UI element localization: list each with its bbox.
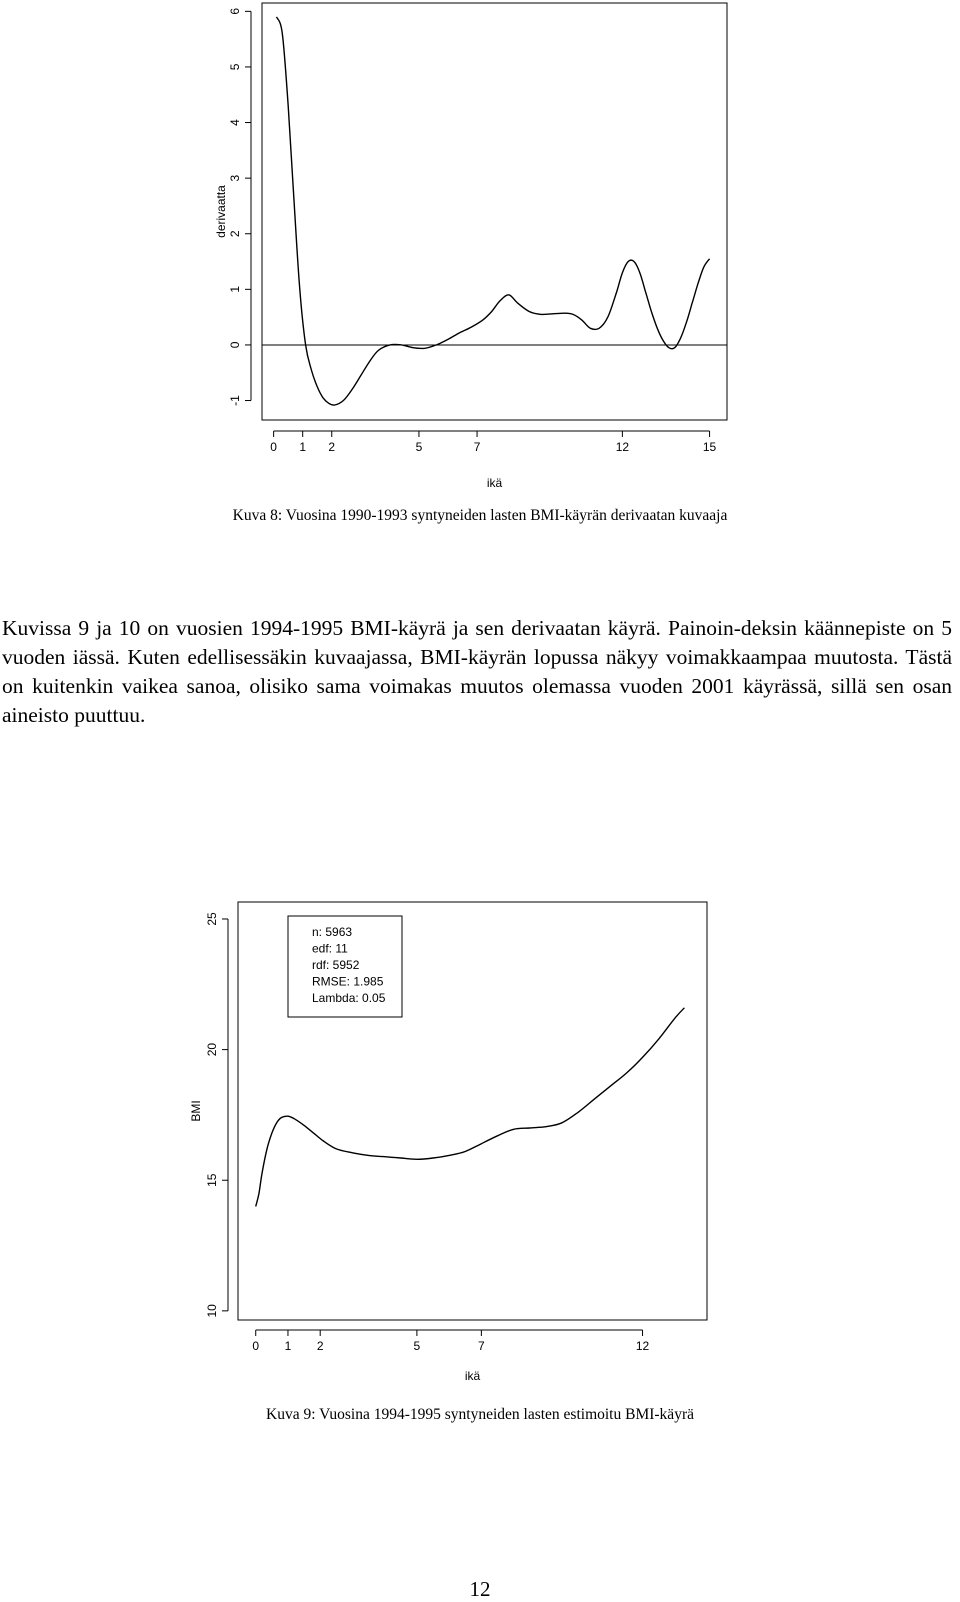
y-tick-label: 25 bbox=[205, 912, 219, 926]
x-tick-label: 12 bbox=[635, 1339, 650, 1353]
figure-9-caption: Kuva 9: Vuosina 1994-1995 syntyneiden lasten estimoitu BMI-käyrä bbox=[266, 1406, 694, 1423]
x-tick-label: 2 bbox=[316, 1339, 324, 1353]
x-tick-label: 12 bbox=[615, 440, 630, 454]
y-tick-label: 3 bbox=[228, 174, 242, 182]
y-tick-label: 2 bbox=[228, 230, 242, 238]
page-number: 12 bbox=[469, 1577, 491, 1601]
x-tick-label: 15 bbox=[702, 440, 717, 454]
y-tick-label: 4 bbox=[228, 119, 242, 126]
y-tick-label: 5 bbox=[228, 63, 242, 71]
y-axis-label: derivaatta bbox=[214, 185, 228, 238]
x-axis-label: ikä bbox=[464, 1369, 481, 1383]
x-tick-label: 0 bbox=[252, 1339, 260, 1353]
y-tick-label: 15 bbox=[205, 1173, 219, 1187]
x-tick-label: 5 bbox=[413, 1339, 421, 1353]
y-tick-label: 1 bbox=[228, 285, 242, 293]
x-tick-label: 2 bbox=[328, 440, 336, 454]
y-tick-label: 20 bbox=[205, 1042, 219, 1057]
y-tick-label: 0 bbox=[228, 341, 242, 349]
x-tick-label: 0 bbox=[270, 440, 277, 454]
stats-box-line: edf: 11 bbox=[312, 941, 348, 956]
x-tick-label: 7 bbox=[473, 440, 481, 454]
y-tick-label: 6 bbox=[228, 7, 242, 15]
body-paragraph: Kuvissa 9 ja 10 on vuosien 1994-1995 BMI-käyrä ja sen derivaatan käyrä. Painoin-deksin käännepiste on 5 vuoden iässä. Kuten edellisessäkin kuvaajassa, BMI-käyrän lopussa näkyy voimakkaampaa muutosta. Tästä on kuitenkin vaikea sanoa, olisiko sama voimakas muutos olemassa vuoden 2001 käyrässä, sillä sen osan aineisto puuttuu. bbox=[2, 616, 952, 727]
figure-8-caption: Kuva 8: Vuosina 1990-1993 syntyneiden lasten BMI-käyrän derivaatan kuvaaja bbox=[232, 507, 728, 524]
stats-box-line: n: 5963 bbox=[312, 925, 353, 939]
stats-box-line: RMSE: 1.985 bbox=[312, 974, 384, 989]
x-axis-label: ikä bbox=[486, 476, 503, 490]
x-tick-label: 1 bbox=[284, 1339, 292, 1353]
x-tick-label: 5 bbox=[415, 440, 423, 454]
series-line bbox=[256, 1008, 685, 1207]
y-axis-label: BMI bbox=[189, 1100, 203, 1122]
x-tick-label: 1 bbox=[299, 440, 307, 454]
x-tick-label: 7 bbox=[478, 1339, 485, 1353]
y-tick-label: 10 bbox=[205, 1304, 219, 1318]
y-tick-label: -1 bbox=[228, 395, 242, 406]
stats-box-line: rdf: 5952 bbox=[312, 958, 360, 972]
stats-box-line: Lambda: 0.05 bbox=[312, 991, 386, 1005]
